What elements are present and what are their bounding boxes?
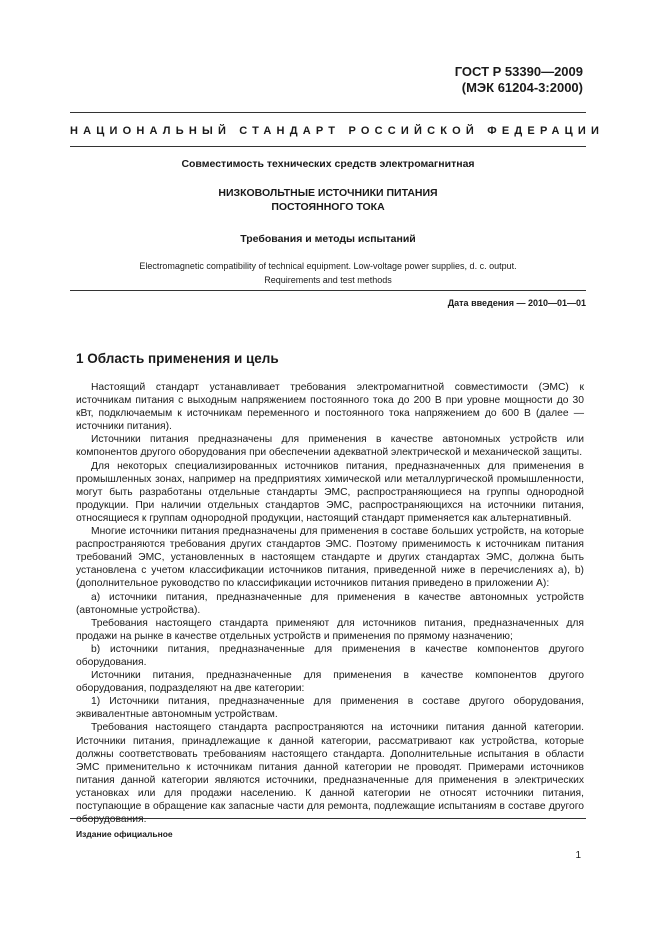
heading-rule — [70, 146, 586, 147]
official-edition: Издание официальное — [76, 829, 173, 839]
title-main-line2: ПОСТОЯННОГО ТОКА — [271, 201, 385, 213]
footer-rule — [70, 818, 586, 819]
title-english-line1: Electromagnetic compatibility of technical equipment. Low-voltage power supplies, d. c. output. — [139, 261, 517, 271]
standard-code-main: ГОСТ Р 53390—2009 — [454, 64, 583, 79]
section-title: 1 Область применения и цель — [76, 351, 279, 366]
paragraph: Для некоторых специализированных источников питания, предназначенных для применения в промышленных зонах, например на предприятиях химической или металлургической промышленности, могут быть разработаны отдельные стандарты ЭМС, распространяющиеся на группы однородной продукции. При наличии отдельных стандартов ЭМС, распространяющихся на источники питания, относящиеся к группам однородной продукции, настоящий стандарт применяется как альтернативный. — [76, 460, 584, 524]
page-number: 1 — [575, 850, 581, 861]
paragraph: Требования настоящего стандарта распространяются на источники питания данной категории. Источники питания, принадлежащие к данной категории, рассматривают как устройства, которые должны соответствовать требованиям настоящего стандарта. Дополнительные испытания в области ЭМС применительно к источникам питания данной категории не проводят. Примерами источников питания данной категории являются источники, предназначенные для применения в электрических установках или для продажи населению. К данной категории не относят источники питания, поступающие в обращение как запасные части для ремонта, подлежащие испытаниям в составе другого оборудования. — [76, 722, 584, 826]
list-item-b: b) источники питания, предназначенные для применения в качестве компонентов другого оборудования. — [76, 643, 584, 668]
title-requirements: Требования и методы испытаний — [240, 233, 416, 245]
paragraph: Источники питания, предназначенные для применения в качестве компонентов другого оборудования, подразделяют на две категории: — [76, 670, 584, 695]
standard-code — [455, 64, 583, 96]
title-emc: Совместимость технических средств электромагнитная — [181, 158, 475, 170]
paragraph: Многие источники питания предназначены для применения в составе больших устройств, на которые распространяются требования других стандартов ЭМС. Поэтому применимость к источникам питания требований ЭМС, установленных в настоящем стандарте и других стандартах ЭМС, должна быть установлена с учетом классификации источников питания, приведенной ниже в перечислениях а), b) (дополнительное руководство по классификации источников питания приведено в приложении А): — [76, 526, 584, 590]
title-main-line1: НИЗКОВОЛЬТНЫЕ ИСТОЧНИКИ ПИТАНИЯ — [218, 187, 438, 199]
title-rule — [70, 290, 586, 291]
title-english-line2: Requirements and test methods — [264, 275, 392, 285]
section-body — [76, 381, 584, 826]
introduction-date: Дата введения — 2010—01—01 — [447, 298, 586, 308]
top-rule — [70, 112, 586, 113]
list-item-1: 1) Источники питания, предназначенные для применения в составе другого оборудования, эквивалентные автономным устройствам. — [76, 696, 584, 721]
paragraph: Требования настоящего стандарта применяют для источников питания, предназначенных для продажи на рынке в качестве отдельных устройств и применения по прямому назначению; — [76, 617, 584, 642]
standard-code-iec: (МЭК 61204-3:2000) — [461, 80, 583, 95]
paragraph: Настоящий стандарт устанавливает требования электромагнитной совместимости (ЭМС) к источникам питания с выходным напряжением постоянного тока до 200 В при уровне мощности до 30 кВт, подключаемым к источникам переменного и постоянного тока напряжением до 600 В (далее — источники питания). — [76, 382, 584, 433]
list-item-a: а) источники питания, предназначенные для применения в качестве автономных устройств (автономные устройства). — [76, 591, 584, 616]
paragraph: Источники питания предназначены для применения в качестве автономных устройств или компонентов другого оборудования при обеспечении адекватной электрической и механической защиты. — [76, 434, 584, 459]
national-standard-heading: НАЦИОНАЛЬНЫЙ СТАНДАРТ РОССИЙСКОЙ ФЕДЕРАЦИИ — [70, 125, 605, 137]
